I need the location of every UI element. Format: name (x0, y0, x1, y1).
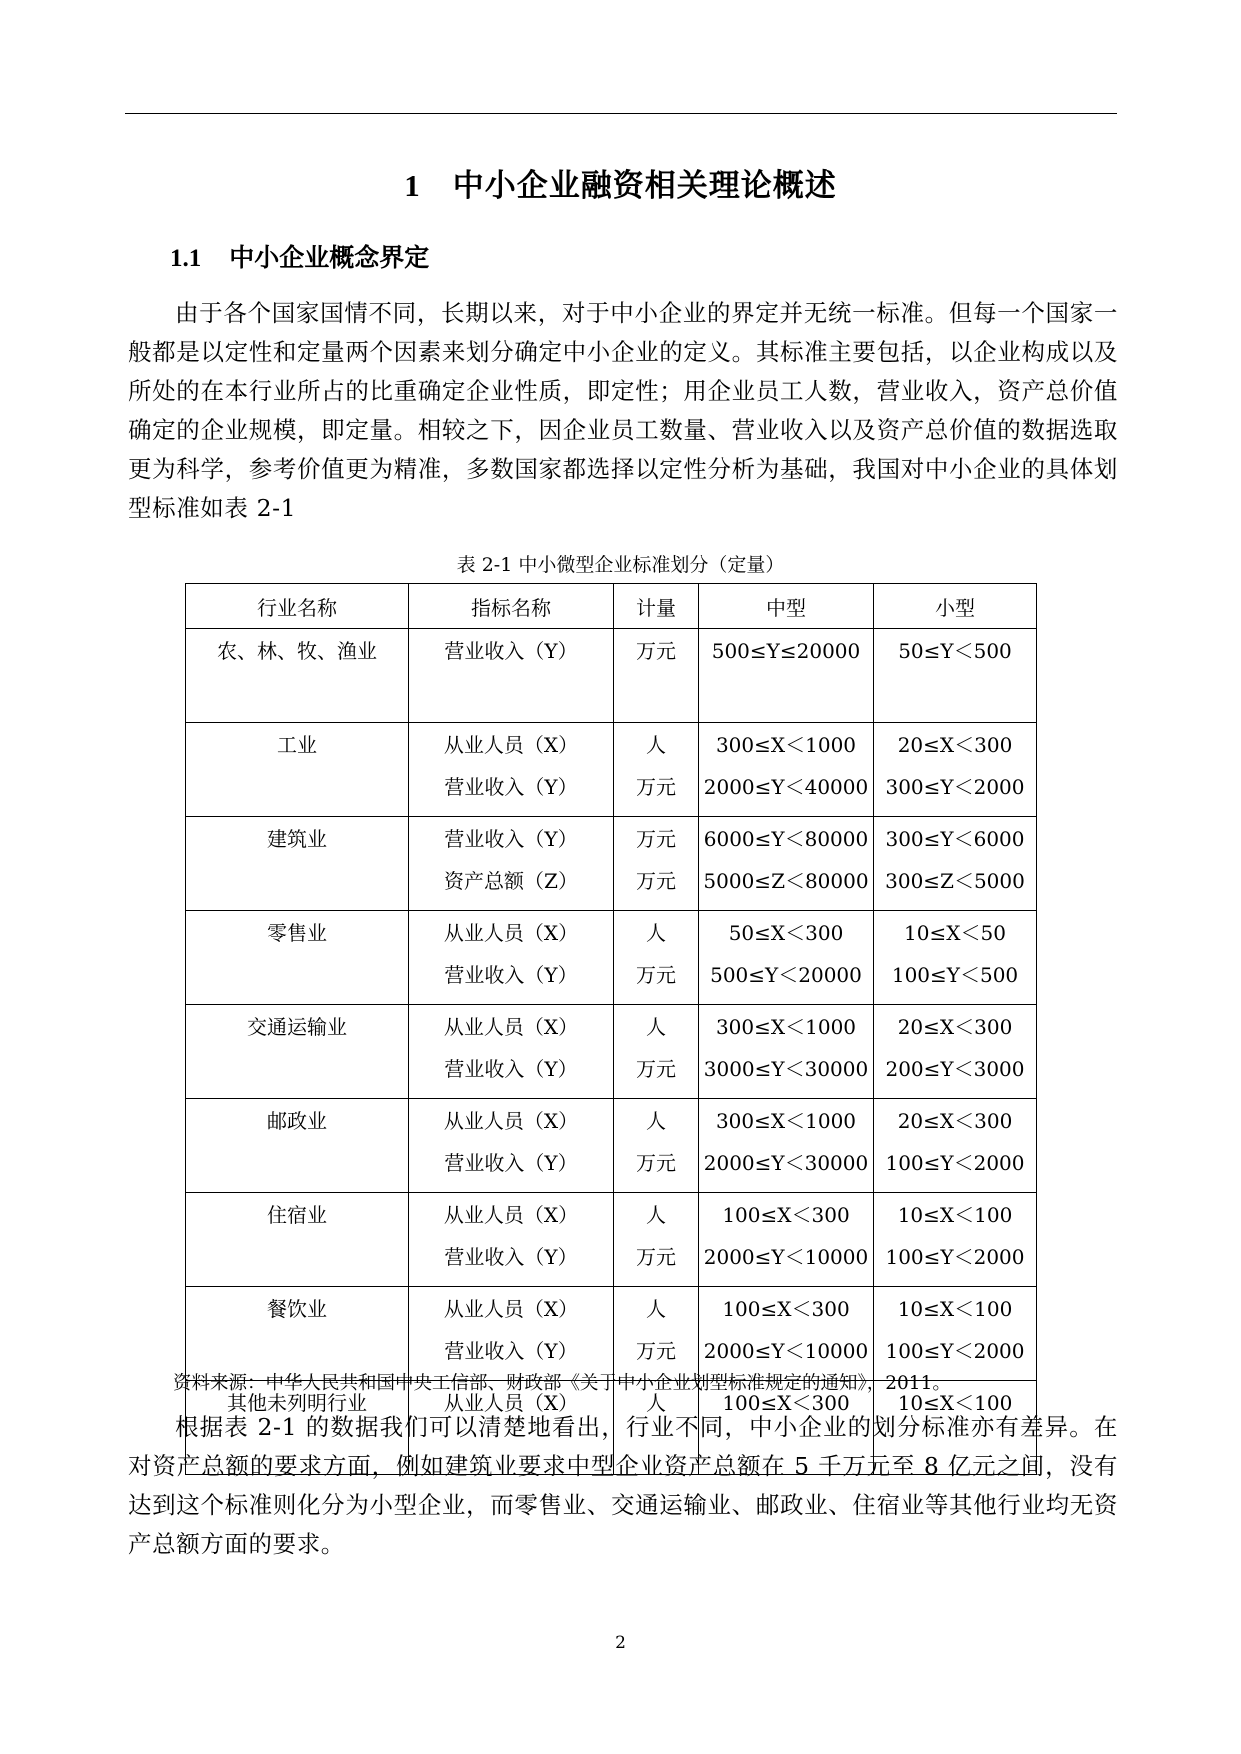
unit-cell (614, 1193, 699, 1287)
small-range-text: 10≤X＜50 (904, 921, 1006, 945)
small-range-text: 20≤X＜300 (897, 1015, 1013, 1039)
industry-cell (186, 1099, 409, 1193)
metric-name-text: 营业收入（Y） (444, 1339, 578, 1363)
small-range-text: 10≤X＜100 (897, 1297, 1013, 1321)
medium-range-cell (699, 1005, 874, 1099)
metric-name-cell (409, 629, 614, 723)
medium-range-text: 3000≤Y＜30000 (703, 1057, 869, 1081)
unit-text: 万元 (636, 775, 676, 799)
chapter-title-text: 中小企业融资相关理论概述 (452, 168, 837, 204)
small-range-cell (874, 817, 1037, 911)
industry-text: 零售业 (267, 921, 327, 945)
medium-range-cell (699, 1193, 874, 1287)
medium-range-cell (699, 1099, 874, 1193)
chapter-title (0, 160, 1241, 205)
medium-range-text: 6000≤Y＜80000 (703, 827, 869, 851)
metric-name-text: 营业收入（Y） (444, 639, 578, 663)
table-header-row (186, 584, 1037, 629)
header-industry: 行业名称 (186, 584, 409, 629)
table-row (186, 1287, 1037, 1381)
small-range-text: 20≤X＜300 (897, 733, 1013, 757)
metric-name-text: 营业收入（Y） (444, 1057, 578, 1081)
table-row (186, 629, 1037, 723)
header-medium: 中型 (699, 584, 874, 629)
industry-cell (186, 629, 409, 723)
medium-range-text: 2000≤Y＜10000 (703, 1245, 869, 1269)
industry-text: 交通运输业 (247, 1015, 347, 1039)
unit-cell (614, 1099, 699, 1193)
body-paragraph: 根据表 2-1 的数据我们可以清楚地看出，行业不同，中小企业的划分标准亦有差异。在对资产总额的要求方面，例如建筑业要求中型企业资产总额在 5 千万元至 8 亿元之间，没有达到这个标准则化分为小型企业，而零售业、交通运输业、邮政业、住宿业等其他行业均无资产总额方面的要求。 (128, 1413, 1118, 1558)
industry-text: 工业 (277, 733, 317, 757)
section-number: 1.1 (170, 245, 202, 272)
page-number: 2 (615, 1633, 626, 1653)
metric-name-cell (409, 723, 614, 817)
industry-text: 住宿业 (267, 1203, 327, 1227)
header-small: 小型 (874, 584, 1037, 629)
small-range-text: 200≤Y＜3000 (885, 1057, 1025, 1081)
table-row (186, 817, 1037, 911)
medium-range-text: 300≤X＜1000 (715, 1015, 857, 1039)
small-range-cell (874, 1005, 1037, 1099)
source-note: 资料来源：中华人民共和国中央工信部、财政部《关于中小企业划型标准规定的通知》，2011。 (173, 1373, 951, 1394)
unit-cell (614, 629, 699, 723)
small-range-text: 300≤Z＜5000 (885, 869, 1025, 893)
industry-cell (186, 1287, 409, 1381)
metric-name-text: 营业收入（Y） (444, 827, 578, 851)
table-body (186, 629, 1037, 1475)
industry-cell (186, 817, 409, 911)
medium-range-text: 100≤X＜300 (722, 1203, 850, 1227)
medium-range-text: 300≤X＜1000 (715, 733, 857, 757)
header-unit: 计量 (614, 584, 699, 629)
metric-name-cell (409, 1099, 614, 1193)
unit-text: 人 (646, 1391, 666, 1415)
metric-name-text: 资产总额（Z） (444, 869, 578, 893)
sme-standard-table (185, 583, 1037, 1475)
unit-cell (614, 1287, 699, 1381)
small-range-text: 300≤Y＜2000 (885, 775, 1025, 799)
metric-name-cell (409, 911, 614, 1005)
medium-range-cell (699, 629, 874, 723)
header-metric: 指标名称 (409, 584, 614, 629)
unit-cell (614, 817, 699, 911)
unit-text: 万元 (636, 1151, 676, 1175)
table-row (186, 1005, 1037, 1099)
table-caption: 表 2-1 中小微型企业标准划分（定量） (456, 554, 785, 576)
metric-name-cell (409, 1193, 614, 1287)
unit-text: 万元 (636, 827, 676, 851)
industry-text: 建筑业 (267, 827, 327, 851)
medium-range-cell (699, 723, 874, 817)
metric-name-text: 从业人员（X） (443, 921, 579, 945)
unit-text: 人 (646, 1203, 666, 1227)
unit-text: 万元 (636, 1339, 676, 1363)
metric-name-cell (409, 1287, 614, 1381)
unit-cell (614, 1005, 699, 1099)
small-range-text: 100≤Y＜2000 (885, 1339, 1025, 1363)
unit-text: 人 (646, 921, 666, 945)
medium-range-cell (699, 911, 874, 1005)
body-paragraph: 由于各个国家国情不同，长期以来，对于中小企业的界定并无统一标准。但每一个国家一般都是以定性和定量两个因素来划分确定中小企业的定义。其标准主要包括，以企业构成以及所处的在本行业所占的比重确定企业性质，即定性；用企业员工人数，营业收入，资产总价值确定的企业规模，即定量。相较之下，因企业员工数量、营业收入以及资产总价值的数据选取更为科学，参考价值更为精准，多数国家都选择以定性分析为基础，我国对中小企业的具体划型标准如表 2-1 (128, 299, 1118, 522)
small-range-cell (874, 629, 1037, 723)
medium-range-text: 5000≤Z＜80000 (703, 869, 869, 893)
unit-text: 万元 (636, 869, 676, 893)
medium-range-text: 300≤X＜1000 (715, 1109, 857, 1133)
small-range-text: 100≤Y＜2000 (885, 1151, 1025, 1175)
metric-name-text: 营业收入（Y） (444, 1245, 578, 1269)
industry-text: 餐饮业 (267, 1297, 327, 1321)
chapter-number: 1 (404, 168, 421, 203)
medium-range-text: 100≤X＜300 (722, 1297, 850, 1321)
medium-range-text: 500≤Y＜20000 (710, 963, 862, 987)
unit-cell (614, 911, 699, 1005)
table-row (186, 911, 1037, 1005)
unit-text: 万元 (636, 963, 676, 987)
medium-range-text: 2000≤Y＜10000 (703, 1339, 869, 1363)
metric-name-text: 从业人员（X） (443, 733, 579, 757)
metric-name-text: 营业收入（Y） (444, 775, 578, 799)
small-range-text: 10≤X＜100 (897, 1203, 1013, 1227)
small-range-cell (874, 1193, 1037, 1287)
small-range-text: 10≤X＜100 (897, 1391, 1013, 1415)
small-range-text: 300≤Y＜6000 (885, 827, 1025, 851)
medium-range-text: 100≤X＜300 (722, 1391, 850, 1415)
unit-text: 万元 (636, 639, 676, 663)
medium-range-text: 2000≤Y＜40000 (703, 775, 869, 799)
header-rule (125, 113, 1117, 114)
metric-name-text: 从业人员（X） (443, 1297, 579, 1321)
medium-range-text: 2000≤Y＜30000 (703, 1151, 869, 1175)
table-row (186, 723, 1037, 817)
small-range-cell (874, 911, 1037, 1005)
medium-range-text: 50≤X＜300 (728, 921, 844, 945)
unit-cell (614, 723, 699, 817)
metric-name-text: 从业人员（X） (443, 1391, 579, 1415)
section-title (170, 238, 429, 274)
unit-text: 人 (646, 1109, 666, 1133)
small-range-cell (874, 1287, 1037, 1381)
industry-cell (186, 1005, 409, 1099)
industry-cell (186, 911, 409, 1005)
industry-text: 其他未列明行业 (227, 1391, 367, 1415)
table-row (186, 1099, 1037, 1193)
metric-name-text: 营业收入（Y） (444, 963, 578, 987)
medium-range-cell (699, 817, 874, 911)
medium-range-text: 500≤Y≤20000 (711, 639, 861, 663)
table-row (186, 1193, 1037, 1287)
metric-name-text: 营业收入（Y） (444, 1151, 578, 1175)
unit-text: 万元 (636, 1245, 676, 1269)
small-range-text: 100≤Y＜500 (891, 963, 1019, 987)
unit-text: 万元 (636, 1057, 676, 1081)
metric-name-cell (409, 817, 614, 911)
industry-cell (186, 1193, 409, 1287)
metric-name-text: 从业人员（X） (443, 1109, 579, 1133)
small-range-cell (874, 723, 1037, 817)
small-range-text: 20≤X＜300 (897, 1109, 1013, 1133)
metric-name-cell (409, 1005, 614, 1099)
metric-name-text: 从业人员（X） (443, 1203, 579, 1227)
section-title-text: 中小企业概念界定 (229, 243, 430, 272)
small-range-cell (874, 1099, 1037, 1193)
unit-text: 人 (646, 733, 666, 757)
metric-name-text: 从业人员（X） (443, 1015, 579, 1039)
industry-text: 邮政业 (267, 1109, 327, 1133)
unit-text: 人 (646, 1297, 666, 1321)
medium-range-cell (699, 1287, 874, 1381)
small-range-text: 100≤Y＜2000 (885, 1245, 1025, 1269)
small-range-text: 50≤Y＜500 (898, 639, 1012, 663)
industry-text: 农、林、牧、渔业 (217, 639, 377, 663)
unit-text: 人 (646, 1015, 666, 1039)
industry-cell (186, 723, 409, 817)
